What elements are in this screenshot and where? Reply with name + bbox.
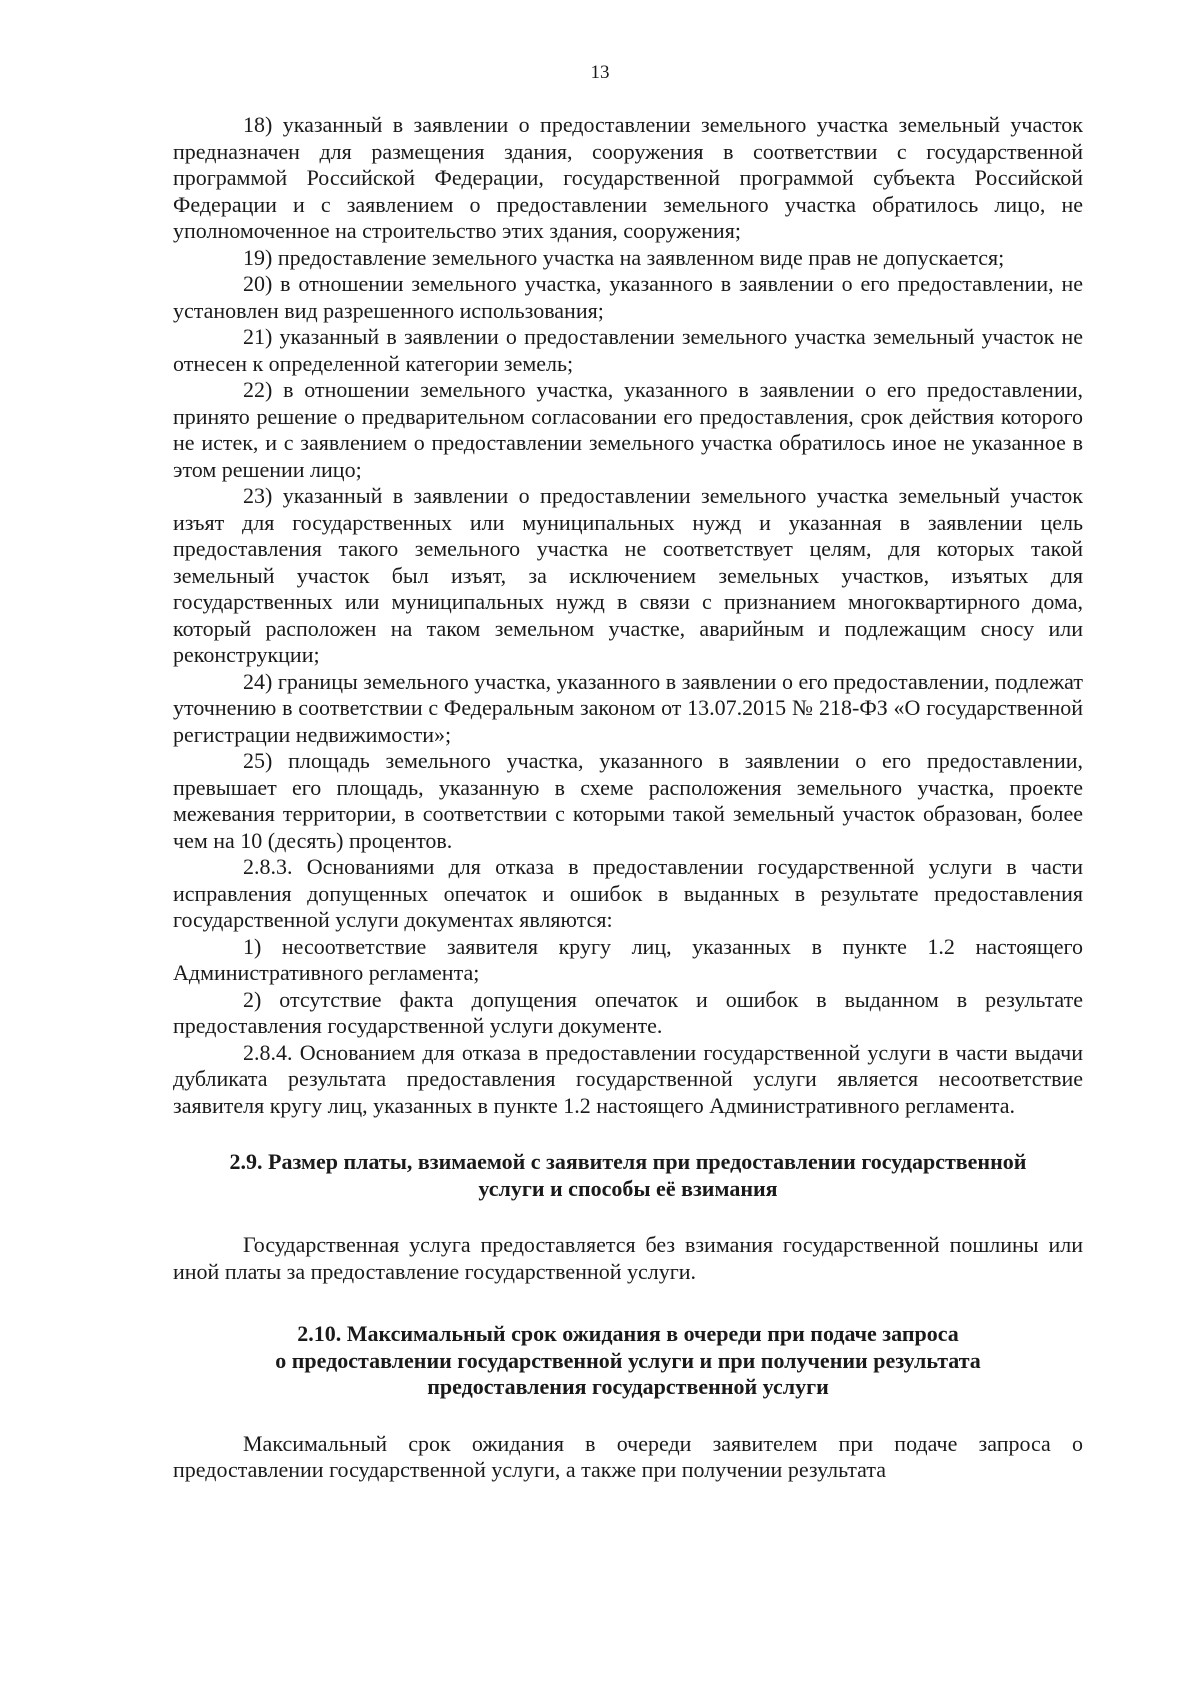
list-item: 18) указанный в заявлении о предоставлении земельного участка земельный участок предназначен для размещения здания, сооружения в соответствии с государственной программой Российской Федерации, государственной программой субъекта Российской Федерации и с заявлением о предоставлении земельного участка обратилось лицо, не уполномоченное на строительство этих здания, сооружения; — [173, 112, 1083, 243]
clause-2-8-4: 2.8.4. Основанием для отказа в предоставлении государственной услуги в части выдачи дубликата результата предоставления государственной услуги является несоответствие заявителя кругу лиц, указанных в пункте 1.2 настоящего Административного регламента. — [173, 1039, 1083, 1118]
list-item: 20) в отношении земельного участка, указанного в заявлении о его предоставлении, не установлен вид разрешенного использования; — [173, 271, 1083, 323]
list-item: 25) площадь земельного участка, указанного в заявлении о его предоставлении, превышает его площадь, указанную в схеме расположения земельного участка, проекте межевания территории, в соответствии с которыми такой земельный участок образован, более чем на 10 (десять) процентов. — [173, 748, 1083, 853]
page-content — [173, 112, 1083, 1484]
list-item: 21) указанный в заявлении о предоставлении земельного участка земельный участок не отнесен к определенной категории земель; — [173, 324, 1083, 376]
list-item: 23) указанный в заявлении о предоставлении земельного участка земельный участок изъят для государственных или муниципальных нужд и указанная в заявлении цель предоставления такого земельного участка не соответствует целям, для которых такой земельный участок был изъят, за исключением земельных участков, изъятых для государственных или муниципальных нужд в связи с признанием многоквартирного дома, который расположен на таком земельном участке, аварийным и подлежащим сносу или реконструкции; — [173, 483, 1083, 667]
heading-line: услуги и способы её взимания — [478, 1175, 778, 1201]
section-2-9-text: Государственная услуга предоставляется без взимания государственной пошлины или иной платы за предоставление государственной услуги. — [173, 1232, 1083, 1284]
section-heading-2-9 — [173, 1149, 1083, 1202]
heading-line: предоставления государственной услуги — [427, 1374, 829, 1399]
heading-line: 2.10. Максимальный срок ожидания в очереди при подаче запроса — [297, 1321, 959, 1346]
list-item: 22) в отношении земельного участка, указанного в заявлении о его предоставлении, принято решение о предварительном согласовании его предоставления, срок действия которого не истек, и с заявлением о предоставлении земельного участка обратилось иное не указанное в этом решении лицо; — [173, 377, 1083, 482]
page-number: 13 — [590, 62, 610, 83]
list-item: 2) отсутствие факта допущения опечаток и ошибок в выданном в результате предоставления государственной услуги документе. — [173, 986, 1083, 1038]
section-heading-2-10 — [173, 1321, 1083, 1401]
list-item: 1) несоответствие заявителя кругу лиц, указанных в пункте 1.2 настоящего Административного регламента; — [173, 933, 1083, 985]
clause-2-8-3: 2.8.3. Основаниями для отказа в предоставлении государственной услуги в части исправления допущенных опечаток и ошибок в выданных в результате предоставления государственной услуги документах являются: — [173, 854, 1083, 932]
heading-line: о предоставлении государственной услуги и при получении результата — [275, 1347, 981, 1373]
list-item: 19) предоставление земельного участка на заявленном виде прав не допускается; — [243, 244, 1005, 270]
section-2-10-text: Максимальный срок ожидания в очереди заявителем при подаче запроса о предоставлении государственной услуги, а также при получении результата — [173, 1430, 1083, 1482]
list-item: 24) границы земельного участка, указанного в заявлении о его предоставлении, подлежат уточнению в соответствии с Федеральным законом от 13.07.2015 № 218-ФЗ «О государственной регистрации недвижимости»; — [173, 668, 1083, 747]
heading-line: 2.9. Размер платы, взимаемой с заявителя при предоставлении государственной — [229, 1149, 1027, 1174]
